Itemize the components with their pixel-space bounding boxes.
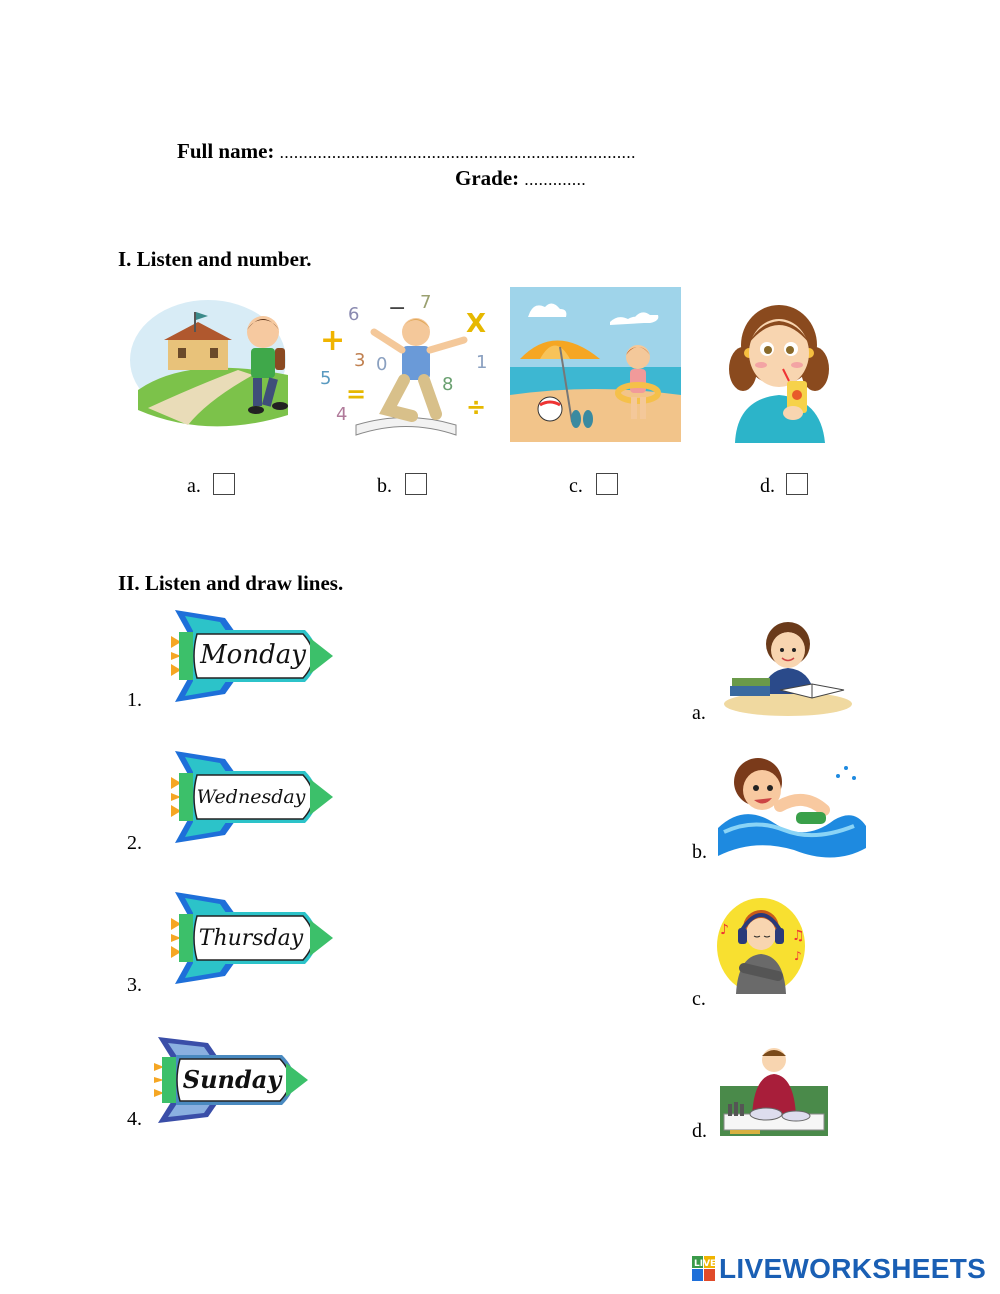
rocket-thursday[interactable] (165, 890, 335, 986)
answer-box-b[interactable] (405, 473, 427, 495)
answer-box-d[interactable] (786, 473, 808, 495)
svg-text:♫: ♫ (792, 928, 805, 944)
picture-man-washing-dishes[interactable] (716, 1044, 832, 1140)
activity-b-label: b. (692, 841, 707, 863)
svg-text:6: 6 (348, 304, 360, 325)
activity-a-label: a. (692, 702, 706, 724)
svg-text:LIVE: LIVE (694, 1259, 716, 1269)
svg-text:=: = (346, 380, 367, 408)
svg-text:−: − (388, 296, 407, 321)
picture-girl-studying[interactable] (722, 608, 854, 718)
item-d-label: d. (760, 475, 775, 497)
day-number-2: 2. (127, 832, 142, 854)
rocket-monday[interactable] (165, 608, 335, 704)
rocket-label-thursday: Thursday (198, 926, 304, 951)
svg-text:♪: ♪ (794, 949, 802, 963)
item-c-label: c. (569, 475, 583, 497)
activity-d-label: d. (692, 1120, 707, 1142)
item-a-label: a. (187, 475, 201, 497)
day-number-3: 3. (127, 974, 142, 996)
rocket-wednesday[interactable] (165, 749, 335, 845)
svg-text:+: + (320, 323, 346, 358)
picture-boy-with-numbers (316, 290, 496, 440)
liveworksheets-logo (692, 1254, 986, 1284)
grade-label: Grade: (455, 166, 520, 190)
liveworksheets-logo-icon (692, 1256, 716, 1282)
picture-boy-walking-to-school (128, 290, 298, 438)
picture-boy-swimming[interactable] (714, 748, 868, 863)
picture-boy-listening-music[interactable] (714, 894, 808, 996)
svg-text:1: 1 (476, 352, 488, 373)
svg-text:7: 7 (420, 292, 432, 313)
day-number-1: 1. (127, 689, 142, 711)
svg-text:5: 5 (320, 368, 332, 389)
full-name-field[interactable]: ........................................................................... (279, 143, 636, 162)
svg-text:♪: ♪ (720, 922, 729, 938)
svg-text:3: 3 (354, 350, 366, 371)
grade-field[interactable]: ............. (524, 170, 587, 189)
section2-title: II. Listen and draw lines. (118, 571, 344, 595)
rocket-sunday[interactable] (152, 1035, 312, 1125)
activity-c-label: c. (692, 988, 706, 1010)
full-name-row (177, 139, 636, 164)
answer-box-a[interactable] (213, 473, 235, 495)
full-name-label: Full name: (177, 139, 275, 163)
rocket-label-wednesday: Wednesday (196, 786, 306, 808)
answer-box-c[interactable] (596, 473, 618, 495)
picture-girl-drinking-juice (727, 287, 830, 443)
picture-girl-at-beach (510, 287, 681, 442)
logo-text: LIVEWORKSHEETS (719, 1253, 987, 1284)
day-number-4: 4. (127, 1108, 142, 1130)
svg-text:8: 8 (442, 374, 454, 395)
svg-text:4: 4 (336, 404, 348, 425)
svg-text:0: 0 (376, 354, 388, 375)
rocket-label-sunday: Sunday (182, 1065, 282, 1094)
svg-text:÷: ÷ (466, 393, 487, 421)
grade-row (455, 166, 586, 191)
svg-text:X: X (466, 309, 487, 339)
section1-title: I. Listen and number. (118, 247, 312, 271)
item-b-label: b. (377, 475, 392, 497)
rocket-label-monday: Monday (200, 640, 306, 670)
